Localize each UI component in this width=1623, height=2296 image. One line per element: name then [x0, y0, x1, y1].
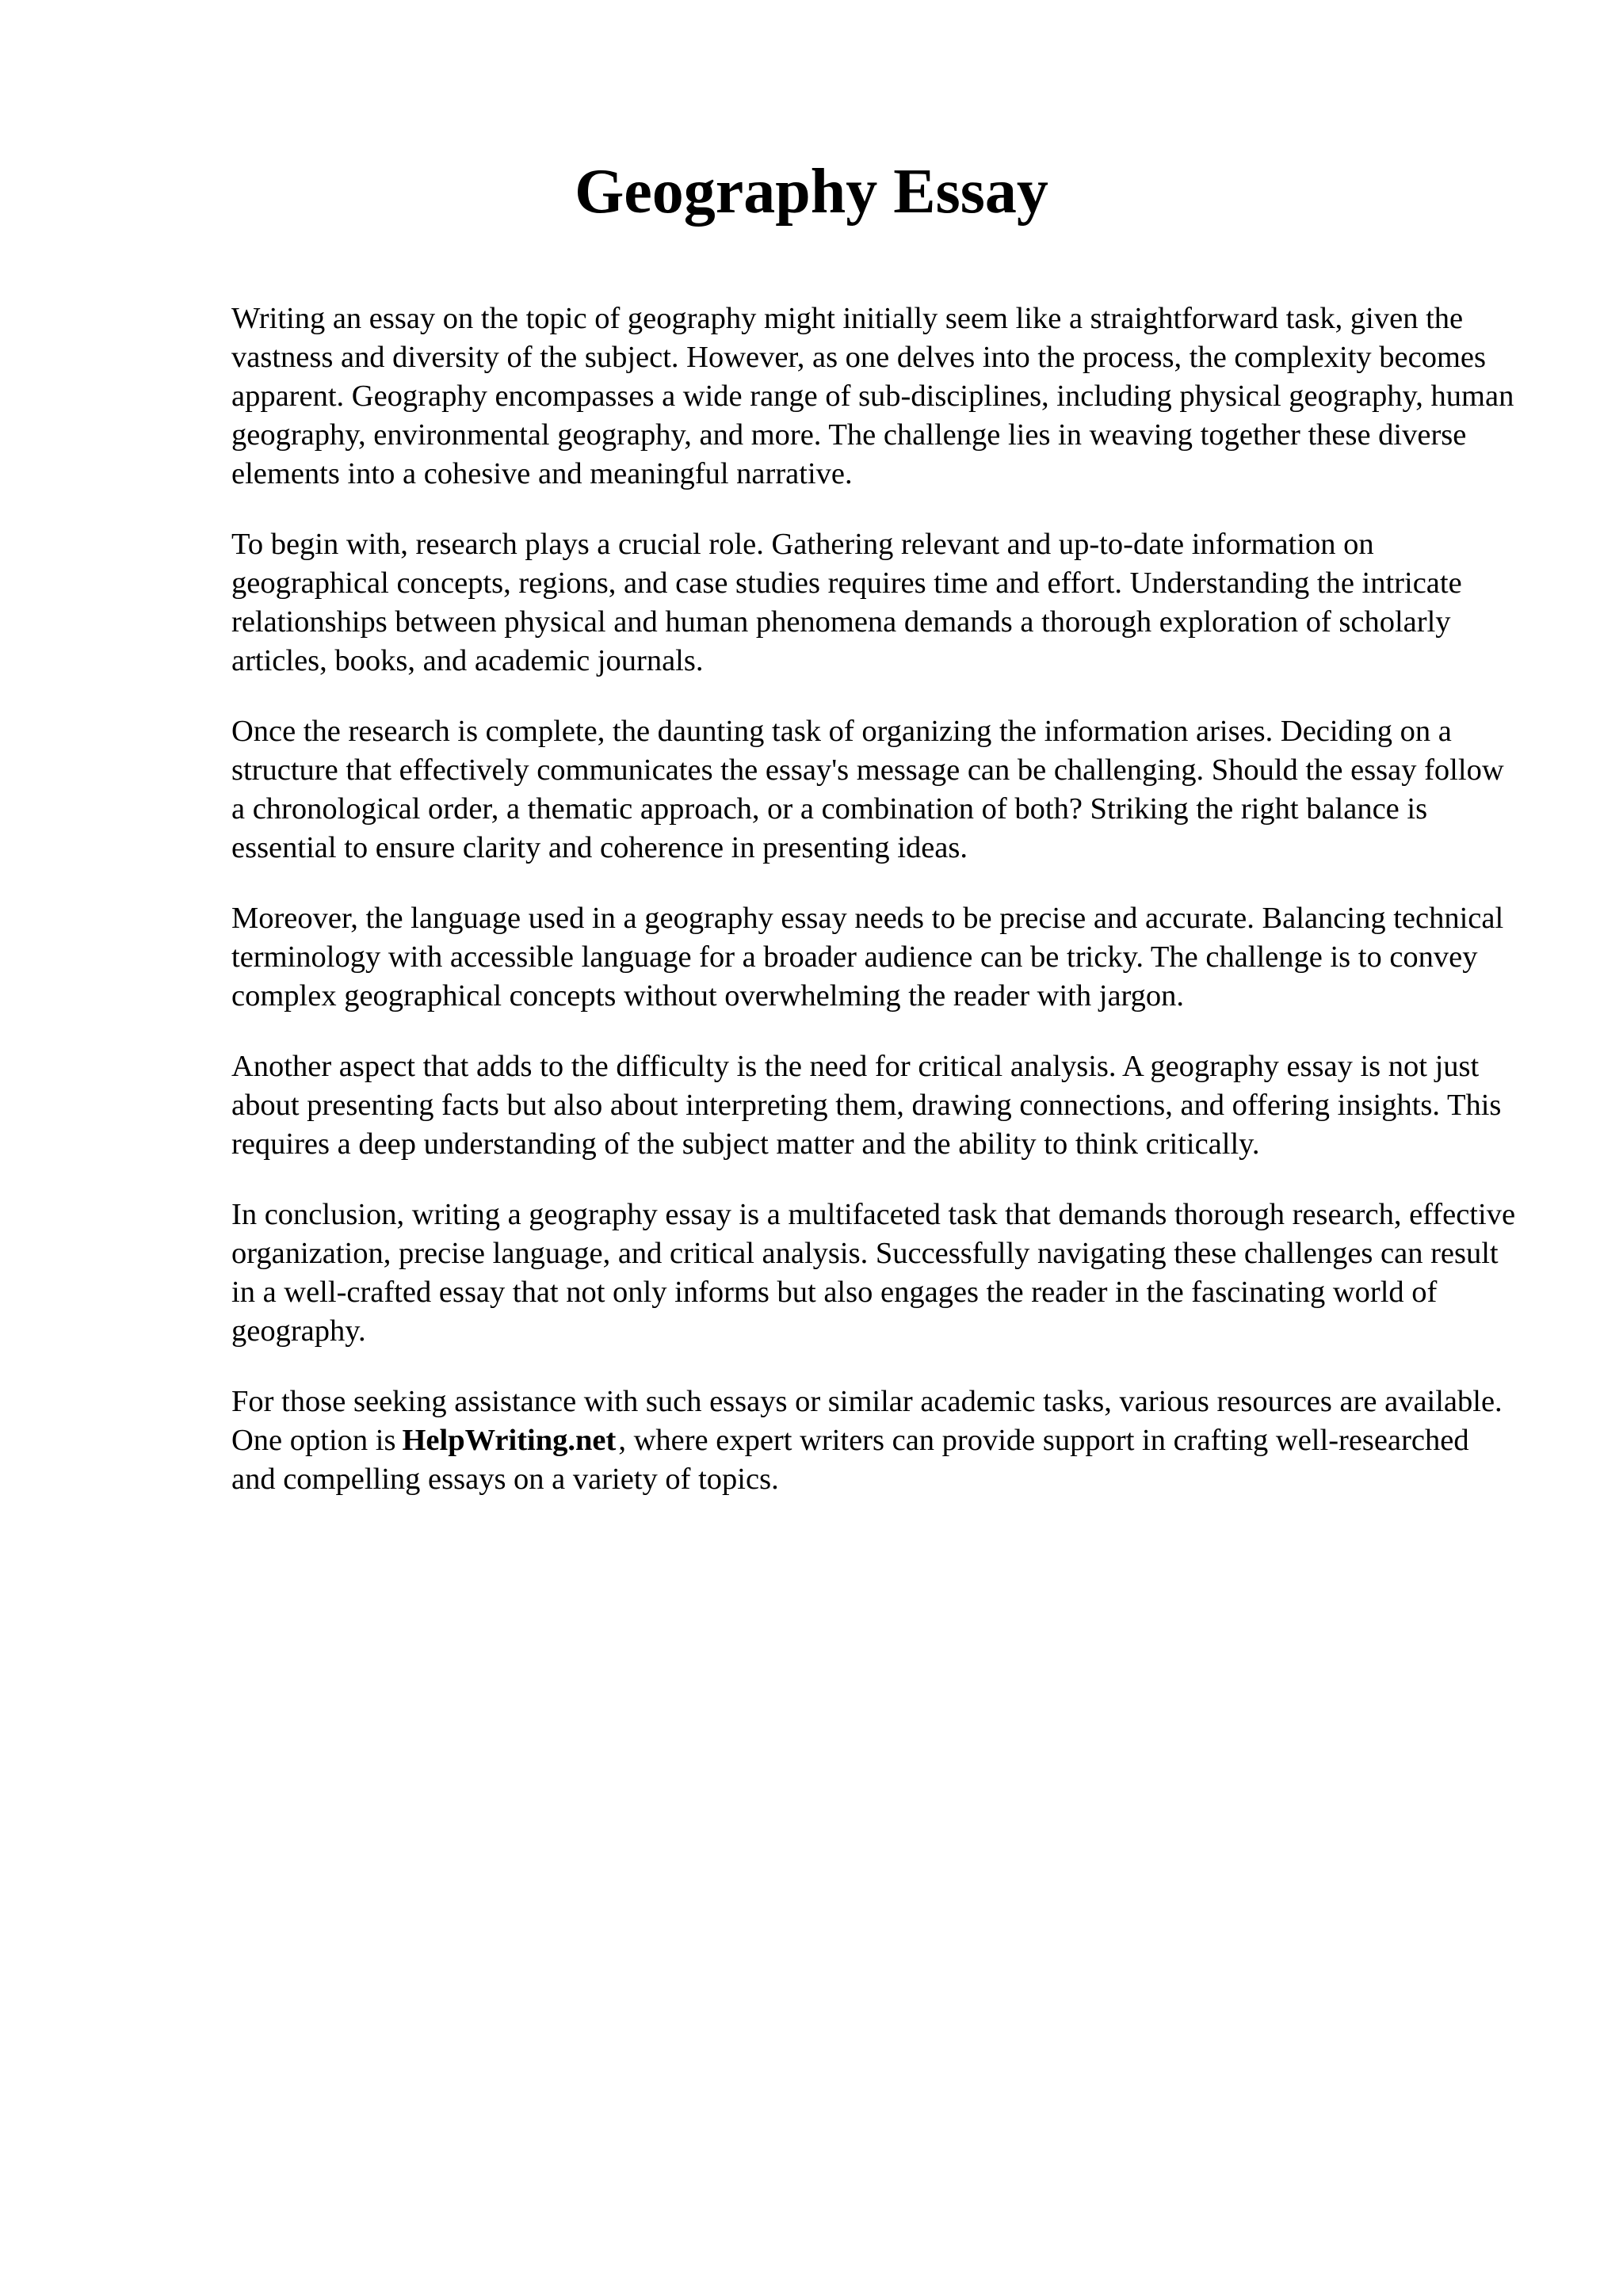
document-body	[231, 299, 1520, 1531]
paragraph-closing	[231, 1383, 1520, 1499]
paragraph-analysis: Another aspect that adds to the difficulty is the need for critical analysis. A geography essay is not just about presenting facts but also about interpreting them, drawing connections, and offering insights. This requires a deep understanding of the subject matter and the ability to think critically.	[231, 1050, 1502, 1161]
helpwriting-link[interactable]: HelpWriting.net	[402, 1424, 617, 1457]
paragraph-language: Moreover, the language used in a geography essay needs to be precise and accurate. Balancing technical terminology with accessible language for a broader audience can be tricky. The challenge is to convey complex geographical concepts without overwhelming the reader with jargon.	[231, 902, 1504, 1013]
closing-text-after-link: , where expert writers can provide support in crafting well-researched and compelling essays on a variety of topics.	[231, 1424, 1469, 1496]
paragraph-organization: Once the research is complete, the daunting task of organizing the information arises. Deciding on a structure that effectively communicates the essay's message can be challenging. Should the essay follow a chronological order, a thematic approach, or a combination of both? Striking the right balance is essential to ensure clarity and coherence in presenting ideas.	[231, 715, 1504, 864]
paragraph-conclusion: In conclusion, writing a geography essay is a multifaceted task that demands thorough research, effective organization, precise language, and critical analysis. Successfully navigating these challenges can result in a well-crafted essay that not only informs but also engages the reader in the fascinating world of geography.	[231, 1198, 1516, 1348]
closing-text-before-link: For those seeking assistance with such essays or similar academic tasks, various resources are available. One option is	[231, 1385, 1503, 1457]
document-title: Geography Essay	[575, 157, 1048, 227]
paragraph-research: To begin with, research plays a crucial role. Gathering relevant and up-to-date information on geographical concepts, regions, and case studies requires time and effort. Understanding the intricate relationships between physical and human phenomena demands a thorough exploration of scholarly articles, books, and academic journals.	[231, 528, 1462, 677]
paragraph-intro: Writing an essay on the topic of geography might initially seem like a straightforward task, given the vastness and diversity of the subject. However, as one delves into the process, the complexity becomes apparent. Geography encompasses a wide range of sub-disciplines, including physical geography, human geography, environmental geography, and more. The challenge lies in weaving together these diverse elements into a cohesive and meaningful narrative.	[231, 302, 1514, 490]
